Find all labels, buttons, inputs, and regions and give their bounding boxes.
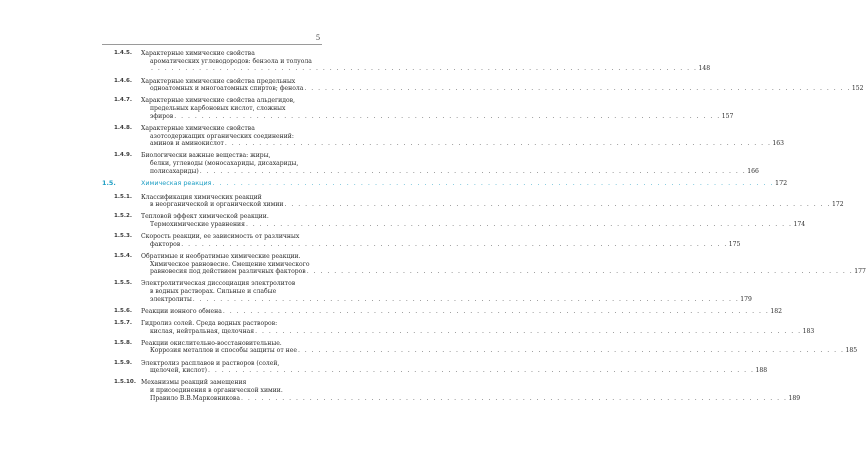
toc-page-number: 172 <box>775 178 788 187</box>
dot-leader: . . . . . . . . . . . . . . . . . . . . . . . . . . . . . . . . . . . . . . . . . . . . . . . . . . . . . . . . . . . . . . . . . . . . . . . . . . . . . . . . <box>304 85 851 93</box>
toc-entry-title <box>141 339 858 355</box>
toc-entry-title <box>141 379 801 402</box>
toc-entry-line: Электролиз расплавов и растворов (солей, <box>141 359 280 367</box>
toc-entry-line: ароматических углеводородов: бензола и толуола <box>150 57 312 65</box>
toc-entry-line: электролиты <box>150 295 192 303</box>
toc-entry-number: 1.4.8. <box>114 124 133 131</box>
toc-entry-line: Гидролиз солей. Среда водных растворов: <box>141 319 278 327</box>
toc-entry-last-line <box>141 112 734 121</box>
toc-entry-line: Характерные химические свойства <box>141 124 255 132</box>
toc-page-number: 148 <box>698 65 711 73</box>
toc-entry-number: 1.5.4. <box>114 252 133 259</box>
toc-entry-line: в неорганической и органической химии <box>150 201 284 209</box>
toc-entry <box>102 307 782 316</box>
dot-leader: . . . . . . . . . . . . . . . . . . . . . . . . . . . . . . . . . . . . . . . . . . . . . . . . . . . . . . . . . . . . . . . . . . . . . . . . . . . . . . . . <box>212 178 774 187</box>
dot-leader: . . . . . . . . . . . . . . . . . . . . . . . . . . . . . . . . . . . . . . . . . . . . . . . . . . . . . . . . . . . . . . . . . . . . . . . . . . . . . . . . <box>151 65 698 73</box>
toc-entry-number: 1.5.2. <box>114 213 133 220</box>
toc-entry-number: 1.4.5. <box>114 50 133 56</box>
toc-entry-line: Коррозия металлов и способы защиты от нее <box>150 347 297 355</box>
toc-entry-last-line <box>141 295 752 304</box>
dot-leader: . . . . . . . . . . . . . . . . . . . . . . . . . . . . . . . . . . . . . . . . . . . . . . . . . . . . . . . . . . . . . . . . . . . . . . . . . . . . . . . . <box>181 240 728 248</box>
toc-page-number: 166 <box>747 167 759 175</box>
toc-entry-last-line <box>141 394 801 403</box>
toc-entry-line: Характерные химические свойства альдегидов, <box>141 97 295 105</box>
toc-entry <box>102 379 801 402</box>
dot-leader: . . . . . . . . . . . . . . . . . . . . . . . . . . . . . . . . . . . . . . . . . . . . . . . . . . . . . . . . . . . . . . . . . . . . . . . . . . . . . . . . <box>241 394 788 402</box>
toc-entry <box>102 359 768 375</box>
toc-entry <box>102 280 752 303</box>
toc-entry-line: азотсодержащих органических соединений: <box>150 132 294 140</box>
toc-entry-line: Характерные химические свойства предельных <box>141 77 296 85</box>
toc-entry-number: 1.4.9. <box>114 152 133 159</box>
toc-entry-number: 1.5. <box>102 178 116 187</box>
toc-page-number: 185 <box>845 347 858 355</box>
dot-leader: . . . . . . . . . . . . . . . . . . . . . . . . . . . . . . . . . . . . . . . . . . . . . . . . . . . . . . . . . . . . . . . . . . . . . . . . . . . . . . . . <box>306 268 854 276</box>
toc-entry-title <box>141 213 806 228</box>
toc-entry <box>102 233 741 248</box>
toc-entry <box>102 152 759 175</box>
toc-entry-last-line <box>141 240 741 249</box>
dot-leader: . . . . . . . . . . . . . . . . . . . . . . . . . . . . . . . . . . . . . . . . . . . . . . . . . . . . . . . . . . . . . . . . . . . . . . . . . . . . . . . . <box>199 167 747 175</box>
toc-entry-last-line <box>141 85 864 93</box>
toc-entry-line: щелочей, кислот) <box>150 367 207 375</box>
toc-entry <box>102 252 866 276</box>
toc-entry-last-line <box>141 167 759 176</box>
toc-page-number: 174 <box>793 221 806 228</box>
header-rule <box>102 44 322 45</box>
toc-page-number: 179 <box>740 295 752 303</box>
toc-page-number: 172 <box>831 201 844 209</box>
toc-entry-line: Термохимические уравнения <box>150 221 245 228</box>
toc-entry <box>102 319 815 335</box>
toc-entry-last-line <box>141 367 768 375</box>
toc-entry-number: 1.5.1. <box>114 193 133 200</box>
toc-entry-title <box>141 359 768 375</box>
toc-entry-line: факторов <box>150 240 181 248</box>
toc-entry-line: Биологически важные вещества: жиры, <box>141 152 271 160</box>
toc-entry-line: Тепловой эффект химической реакции. <box>141 213 269 221</box>
toc-entry-title <box>141 280 752 303</box>
toc-entry <box>102 77 864 93</box>
toc-entry-line: одноатомных и многоатомных спиртов; фенола <box>150 85 304 93</box>
toc-entry-number: 1.5.8. <box>114 339 133 346</box>
toc-entry-line: Классификация химических реакций <box>141 193 262 201</box>
toc-entry <box>102 193 844 209</box>
toc-entry-line: кислая, нейтральная, щелочная <box>150 327 255 335</box>
toc-entry-number: 1.5.10. <box>114 379 136 386</box>
toc-entry-line: и присоединения в органической химии. <box>150 387 283 395</box>
toc-entry <box>102 97 734 120</box>
toc-entry-line: Химическая реакция <box>141 178 212 187</box>
toc-entry-last-line <box>141 221 806 229</box>
dot-leader: . . . . . . . . . . . . . . . . . . . . . . . . . . . . . . . . . . . . . . . . . . . . . . . . . . . . . . . . . . . . . . . . . . . . . . . . . . . . . . . . <box>297 347 845 355</box>
toc-chapter <box>102 178 788 188</box>
toc-entry-title <box>141 233 741 248</box>
toc-entry-title <box>141 319 815 335</box>
toc-entry-line: Обратимые и необратимые химические реакции. <box>141 252 301 260</box>
toc-entry-last-line <box>141 347 858 355</box>
toc-entry-line: равновесия под действием различных факторов <box>150 268 306 276</box>
toc-entry-number: 1.5.6. <box>114 307 133 314</box>
toc-page-number: 183 <box>802 327 815 335</box>
dot-leader: . . . . . . . . . . . . . . . . . . . . . . . . . . . . . . . . . . . . . . . . . . . . . . . . . . . . . . . . . . . . . . . . . . . . . . . . . . . . . . . . <box>245 221 793 228</box>
toc-entry-line: Характерные химические свойства <box>141 50 255 57</box>
toc-entry-line: в водных растворах. Сильные и слабые <box>150 288 277 296</box>
dot-leader: . . . . . . . . . . . . . . . . . . . . . . . . . . . . . . . . . . . . . . . . . . . . . . . . . . . . . . . . . . . . . . . . . . . . . . . . . . . . . . . . <box>207 367 755 375</box>
toc-entry-line: белки, углеводы (моносахариды, дисахариды, <box>150 160 299 167</box>
toc-page-number: 189 <box>788 394 801 402</box>
toc-page-number: 177 <box>854 268 866 276</box>
toc-entry-number: 1.5.9. <box>114 359 133 366</box>
toc-entry <box>102 339 858 355</box>
toc-entry-last-line <box>141 140 785 148</box>
toc-entry-title <box>141 152 759 175</box>
toc-page-number: 157 <box>721 112 734 120</box>
toc-entry-number: 1.5.5. <box>114 280 133 287</box>
toc-entry-line: предельных карбоновых кислот, сложных <box>150 105 286 112</box>
toc-entry-number: 1.4.6. <box>114 77 133 84</box>
toc-entry-title <box>141 77 864 93</box>
toc-entry-line: Электролитическая диссоциация электролитов <box>141 280 296 288</box>
dot-leader: . . . . . . . . . . . . . . . . . . . . . . . . . . . . . . . . . . . . . . . . . . . . . . . . . . . . . . . . . . . . . . . . . . . . . . . . . . . . . . . . <box>222 307 770 315</box>
dot-leader: . . . . . . . . . . . . . . . . . . . . . . . . . . . . . . . . . . . . . . . . . . . . . . . . . . . . . . . . . . . . . . . . . . . . . . . . . . . . . . . . <box>174 112 721 120</box>
toc-entry-title <box>141 178 788 188</box>
toc-entry <box>102 124 785 148</box>
toc-entry-title <box>141 124 785 148</box>
toc-page-number: 188 <box>755 367 768 375</box>
toc-entry-last-line <box>141 268 866 276</box>
toc-entry-last-line <box>141 327 815 336</box>
toc-entry <box>102 50 711 73</box>
page-number: 5 <box>316 33 320 42</box>
toc-entry-line: Скорость реакции, ее зависимость от различных <box>141 233 300 241</box>
toc-entry-line: Реакции ионного обмена <box>141 307 222 315</box>
toc-entry-title <box>141 252 866 276</box>
toc-page-number: 163 <box>772 140 785 148</box>
toc-entry-line: Химическое равновесие. Смещение химического <box>150 260 310 268</box>
toc-entry-line: Реакции окислительно-восстановительные. <box>141 339 282 347</box>
toc-entry-number: 1.5.7. <box>114 319 133 326</box>
table-of-contents <box>102 50 866 407</box>
toc-entry-line: эфиров <box>150 112 174 120</box>
toc-page-number: 152 <box>851 85 864 93</box>
toc-entry-line: аминов и аминокислот <box>150 140 224 148</box>
toc-entry-title <box>141 50 711 73</box>
toc-entry-number: 1.4.7. <box>114 97 133 104</box>
toc-entry <box>102 213 806 228</box>
toc-entry-last-line <box>141 307 782 316</box>
toc-entry-last-line <box>141 201 844 209</box>
toc-entry-number: 1.5.3. <box>114 233 133 240</box>
toc-entry-line: Правило В.В.Марковникова <box>150 394 240 402</box>
toc-entry-last-line <box>141 65 711 73</box>
dot-leader: . . . . . . . . . . . . . . . . . . . . . . . . . . . . . . . . . . . . . . . . . . . . . . . . . . . . . . . . . . . . . . . . . . . . . . . . . . . . . . . . <box>255 327 802 335</box>
toc-entry-last-line <box>141 178 788 188</box>
toc-entry-title <box>141 193 844 209</box>
dot-leader: . . . . . . . . . . . . . . . . . . . . . . . . . . . . . . . . . . . . . . . . . . . . . . . . . . . . . . . . . . . . . . . . . . . . . . . . . . . . . . . . <box>224 140 772 148</box>
toc-entry-line: Механизмы реакций замещения <box>141 379 247 387</box>
toc-page-number: 182 <box>770 307 782 315</box>
toc-entry-title <box>141 97 734 120</box>
dot-leader: . . . . . . . . . . . . . . . . . . . . . . . . . . . . . . . . . . . . . . . . . . . . . . . . . . . . . . . . . . . . . . . . . . . . . . . . . . . . . . . . <box>192 295 740 303</box>
toc-entry-title <box>141 307 782 316</box>
toc-entry-line: полисахариды) <box>150 167 199 175</box>
dot-leader: . . . . . . . . . . . . . . . . . . . . . . . . . . . . . . . . . . . . . . . . . . . . . . . . . . . . . . . . . . . . . . . . . . . . . . . . . . . . . . . . <box>284 201 831 209</box>
toc-page-number: 175 <box>728 240 741 248</box>
